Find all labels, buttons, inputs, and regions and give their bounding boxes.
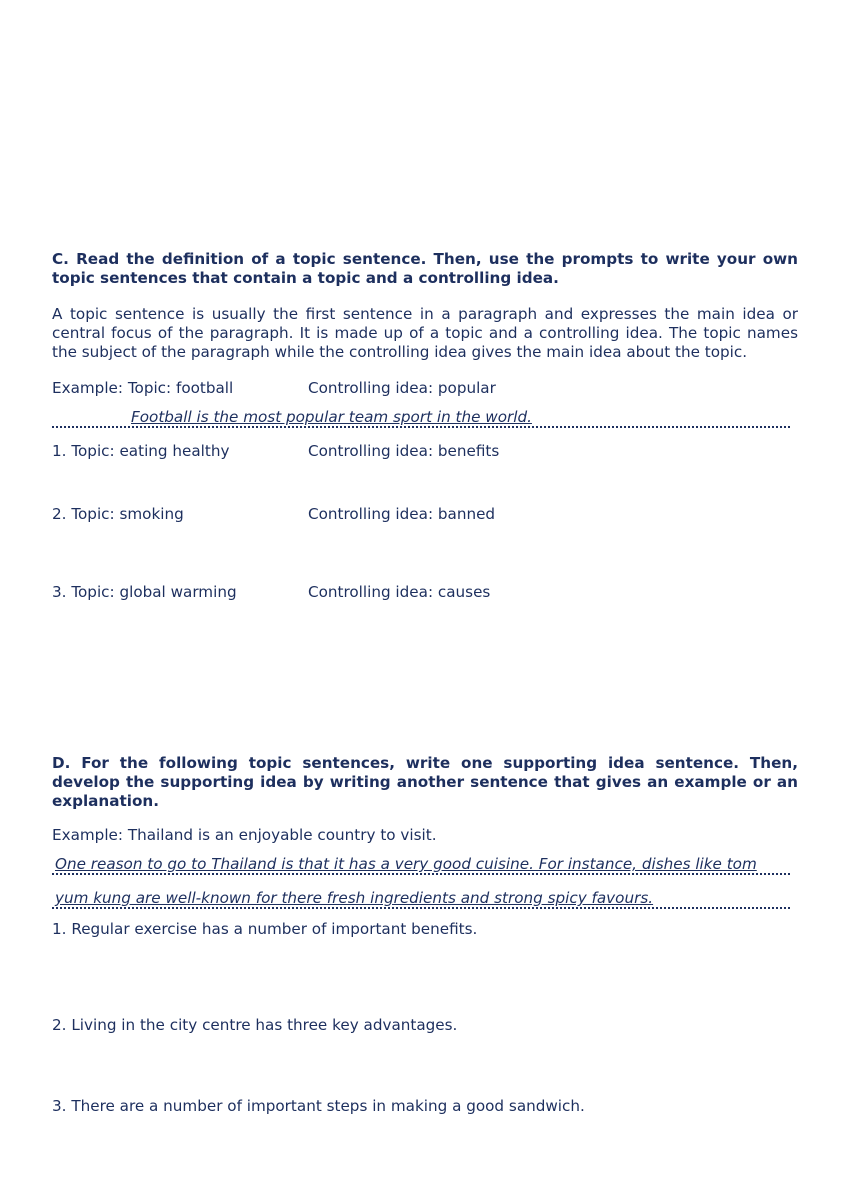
- section-d-item-3: 3. There are a number of important steps in making a good sandwich.: [52, 1097, 585, 1115]
- section-d-item-2: 2. Living in the city centre has three key advantages.: [52, 1016, 458, 1034]
- item-1-controlling-idea: Controlling idea: benefits: [308, 442, 500, 460]
- section-d-item-1: 1. Regular exercise has a number of important benefits.: [52, 920, 478, 938]
- section-c-heading: C. Read the definition of a topic sentence. Then, use the prompts to write your own topic sentences that contain a topic and a controlling idea.: [52, 250, 798, 287]
- item-2-controlling-idea: Controlling idea: banned: [308, 505, 496, 523]
- example-answer-text-2: yum kung are well-known for there fresh ingredients and strong spicy favours.: [55, 889, 654, 907]
- topic-sentence-definition: A topic sentence is usually the first sentence in a paragraph and expresses the main idea or central focus of the paragraph. It is made up of a topic and a controlling idea. The topic names the subject of the paragraph while the controlling idea gives the main idea about the topic.: [52, 305, 798, 361]
- item-3-topic: 3. Topic: global warming: [52, 583, 237, 601]
- item-2-topic: 2. Topic: smoking: [52, 505, 184, 523]
- example-controlling-idea: Controlling idea: popular: [308, 379, 496, 397]
- item-3-controlling-idea: Controlling idea: causes: [308, 583, 491, 601]
- example-topic: Example: Topic: football: [52, 379, 234, 397]
- example-answer-text: Football is the most popular team sport in the world.: [131, 408, 532, 426]
- item-1-topic: 1. Topic: eating healthy: [52, 442, 230, 460]
- section-d-heading: D. For the following topic sentences, write one supporting idea sentence. Then, develop the supporting idea by writing another sentence that gives an example or an explanation.: [52, 754, 798, 810]
- example-answer-text-1: One reason to go to Thailand is that it has a very good cuisine. For instance, dishes like tom: [55, 855, 757, 873]
- section-d-example: Example: Thailand is an enjoyable country to visit.: [52, 826, 437, 844]
